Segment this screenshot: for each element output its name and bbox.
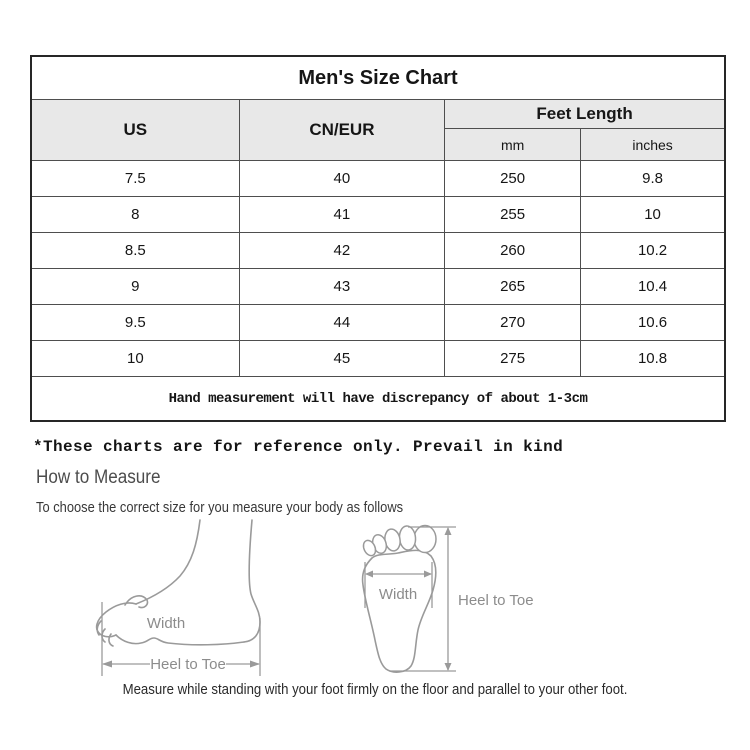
side-heel-to-toe-label: Heel to Toe <box>150 656 226 673</box>
table-cell: 265 <box>445 269 581 305</box>
table-cell: 10 <box>31 341 239 377</box>
table-title: Men's Size Chart <box>31 56 725 100</box>
mens-size-chart-table <box>30 55 726 422</box>
table-cell: 9 <box>31 269 239 305</box>
table-cell: 40 <box>239 161 444 197</box>
table-cell: 45 <box>239 341 444 377</box>
table-row <box>31 233 725 269</box>
side-width-label: Width <box>146 615 186 632</box>
table-cell: 10.8 <box>581 341 725 377</box>
table-cell: 260 <box>445 233 581 269</box>
table-cell: 270 <box>445 305 581 341</box>
column-header-feet-length: Feet Length <box>445 100 725 129</box>
measuring-instructions: Measure while standing with your foot firmly on the floor and parallel to your other foot. <box>122 681 628 698</box>
reference-note: *These charts are for reference only. Prevail in kind <box>33 438 564 456</box>
sole-heel-to-toe-label: Heel to Toe <box>458 592 534 609</box>
sole-outline <box>363 550 436 672</box>
table-cell: 10 <box>581 197 725 233</box>
table-cell: 9.8 <box>581 161 725 197</box>
column-header-mm: mm <box>445 129 581 161</box>
table-cell: 275 <box>445 341 581 377</box>
foot-sole-view-diagram <box>356 512 552 682</box>
table-cell: 8 <box>31 197 239 233</box>
table-footnote-row <box>31 377 725 422</box>
table-cell: 250 <box>445 161 581 197</box>
table-cell: 8.5 <box>31 233 239 269</box>
column-header-us: US <box>31 100 239 161</box>
how-to-measure-title: How to Measure <box>36 467 161 488</box>
table-row <box>31 197 725 233</box>
table-cell: 43 <box>239 269 444 305</box>
table-cell: 44 <box>239 305 444 341</box>
table-title-row <box>31 56 725 100</box>
sole-width-label: Width <box>378 586 418 603</box>
column-header-inches: inches <box>581 129 725 161</box>
foot-toe-curl-line <box>125 596 147 608</box>
table-cell: 10.2 <box>581 233 725 269</box>
table-footnote: Hand measurement will have discrepancy of about 1-3cm <box>31 377 725 422</box>
how-to-measure-subtitle: To choose the correct size for you measure your body as follows <box>36 499 404 516</box>
column-header-cn-eur: CN/EUR <box>239 100 444 161</box>
table-row <box>31 341 725 377</box>
table-cell: 7.5 <box>31 161 239 197</box>
foot-side-view-diagram <box>88 514 284 686</box>
table-cell: 10.6 <box>581 305 725 341</box>
table-cell: 10.4 <box>581 269 725 305</box>
table-cell: 41 <box>239 197 444 233</box>
table-cell: 9.5 <box>31 305 239 341</box>
table-cell: 42 <box>239 233 444 269</box>
foot-sole-line <box>116 635 244 645</box>
table-row <box>31 161 725 197</box>
table-row <box>31 269 725 305</box>
table-row <box>31 305 725 341</box>
table-cell: 255 <box>445 197 581 233</box>
table-header-row <box>31 100 725 129</box>
foot-instep-line <box>136 520 200 604</box>
foot-heel-line <box>244 520 260 642</box>
